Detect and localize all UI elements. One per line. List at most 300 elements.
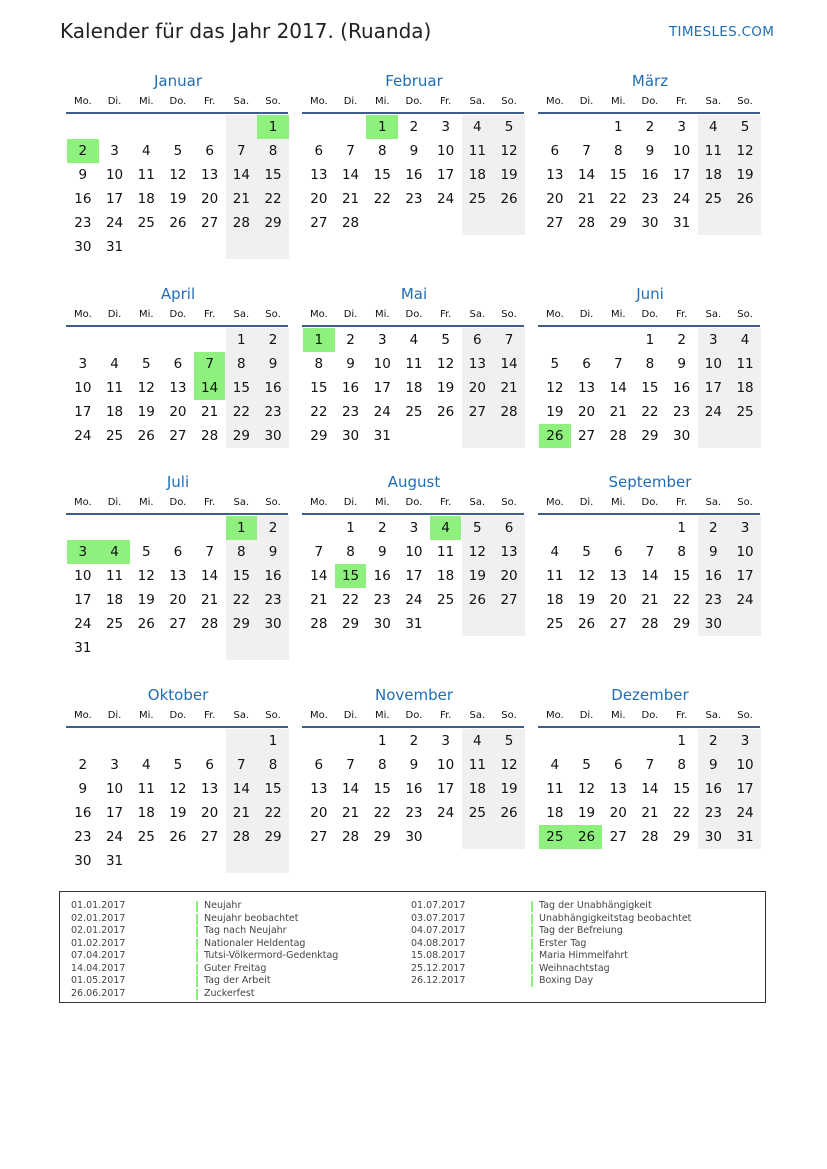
day-cell: 19 bbox=[137, 404, 155, 420]
weekday-label: Fr. bbox=[439, 497, 452, 508]
day-cell: 9 bbox=[698, 753, 730, 777]
day-cell: 9 bbox=[409, 757, 419, 773]
day-cell: 17 bbox=[698, 376, 730, 400]
weekday-label: So. bbox=[501, 497, 517, 508]
weekday-label: Sa. bbox=[705, 497, 722, 508]
day-cell: 5 bbox=[141, 544, 151, 560]
weekday-label: So. bbox=[737, 710, 753, 721]
weekday-label: Mi. bbox=[610, 497, 626, 508]
day-cell: 24 bbox=[729, 588, 761, 612]
weekday-label: Di. bbox=[343, 96, 358, 107]
day-cell: 17 bbox=[729, 564, 761, 588]
weekday-label: So. bbox=[265, 309, 281, 320]
day-cell: 20 bbox=[493, 564, 525, 588]
day-cell: 14 bbox=[341, 167, 360, 183]
day-cell: 20 bbox=[546, 191, 564, 207]
holiday-date: 26.12.2017 bbox=[411, 975, 466, 986]
day-cell: 18 bbox=[137, 191, 155, 207]
day-cell: 7 bbox=[314, 544, 324, 560]
day-cell: 22 bbox=[373, 805, 391, 821]
holiday-name: Erster Tag bbox=[539, 937, 587, 949]
day-cell: 4 bbox=[141, 757, 151, 773]
day-cell: 14 bbox=[341, 781, 360, 797]
day-cell: 3 bbox=[78, 356, 88, 372]
holiday-date: 14.04.2017 bbox=[71, 962, 126, 974]
holiday-legend bbox=[59, 891, 766, 1003]
day-cell: 2 bbox=[257, 328, 289, 352]
empty-weekend-cell bbox=[462, 825, 494, 849]
day-cell: 1 bbox=[226, 328, 258, 352]
weekday-label: Fr. bbox=[675, 96, 688, 107]
day-cell: 30 bbox=[341, 428, 360, 444]
weekday-label: Sa. bbox=[233, 497, 250, 508]
day-cell: 16 bbox=[74, 805, 92, 821]
day-cell: 22 bbox=[641, 404, 659, 420]
day-cell: 21 bbox=[201, 592, 219, 608]
weekday-label: Do. bbox=[405, 309, 423, 320]
day-cell: 16 bbox=[641, 167, 659, 183]
weekday-label: Sa. bbox=[233, 710, 250, 721]
weekday-label: Fr. bbox=[203, 309, 216, 320]
day-cell: 24 bbox=[105, 829, 124, 845]
day-cell: 14 bbox=[201, 568, 219, 584]
day-cell: 31 bbox=[405, 616, 423, 632]
month-name: Oktober bbox=[147, 686, 209, 704]
day-cell: 11 bbox=[462, 753, 494, 777]
weekday-label: So. bbox=[501, 309, 517, 320]
day-cell: 18 bbox=[698, 163, 730, 187]
empty-weekend-cell bbox=[698, 211, 730, 235]
day-cell: 10 bbox=[373, 356, 391, 372]
holiday-marker bbox=[531, 939, 533, 950]
empty-weekend-cell bbox=[493, 825, 525, 849]
day-cell: 8 bbox=[314, 356, 324, 372]
day-cell: 27 bbox=[169, 616, 187, 632]
weekday-label: Mi. bbox=[138, 96, 154, 107]
day-cell: 6 bbox=[314, 757, 324, 773]
day-cell: 23 bbox=[698, 588, 730, 612]
day-cell: 15 bbox=[257, 777, 289, 801]
day-cell: 20 bbox=[310, 805, 328, 821]
holiday-date: 15.08.2017 bbox=[411, 950, 466, 961]
header-rule bbox=[66, 513, 288, 515]
day-cell: 6 bbox=[173, 356, 183, 372]
day-cell: 5 bbox=[173, 757, 183, 773]
day-cell: 7 bbox=[346, 143, 355, 159]
day-cell: 7 bbox=[582, 143, 591, 159]
holiday-name: Neujahr beobachtet bbox=[204, 912, 299, 924]
day-cell: 3 bbox=[677, 119, 686, 135]
day-cell: 28 bbox=[609, 428, 627, 444]
day-cell: 23 bbox=[405, 805, 423, 821]
day-cell: 27 bbox=[493, 588, 525, 612]
weekday-label: Mi. bbox=[374, 497, 390, 508]
day-cell: 29 bbox=[373, 829, 391, 845]
day-cell: 17 bbox=[673, 167, 691, 183]
weekday-label: Mo. bbox=[73, 96, 92, 107]
weekday-label: Mi. bbox=[610, 710, 626, 721]
holiday-marker bbox=[196, 976, 198, 987]
day-cell: 22 bbox=[310, 404, 328, 420]
weekday-label: Fr. bbox=[439, 309, 452, 320]
holiday-name: Unabhängigkeitstag beobachtet bbox=[539, 912, 692, 924]
day-cell: 9 bbox=[78, 781, 88, 797]
day-cell: 10 bbox=[729, 753, 761, 777]
header-rule bbox=[66, 112, 288, 114]
day-cell: 13 bbox=[546, 167, 564, 183]
day-cell: 18 bbox=[137, 805, 155, 821]
holiday-name: Guter Freitag bbox=[204, 962, 267, 974]
day-cell: 28 bbox=[226, 825, 258, 849]
weekday-label: Sa. bbox=[705, 710, 722, 721]
weekday-label: So. bbox=[501, 710, 517, 721]
holiday-name: Tag der Unabhängigkeit bbox=[539, 900, 652, 911]
day-cell: 14 bbox=[226, 777, 258, 801]
site-link[interactable]: TIMESLES.COM bbox=[669, 24, 775, 40]
day-cell: 2 bbox=[409, 733, 419, 749]
day-cell: 21 bbox=[310, 592, 328, 608]
day-cell: 27 bbox=[201, 215, 219, 231]
day-cell: 9 bbox=[698, 540, 730, 564]
day-cell: 21 bbox=[641, 805, 659, 821]
weekday-label: Mi. bbox=[138, 710, 154, 721]
day-cell: 9 bbox=[645, 143, 655, 159]
day-cell: 18 bbox=[462, 777, 494, 801]
holiday-date: 04.08.2017 bbox=[411, 937, 466, 949]
day-cell: 6 bbox=[314, 143, 324, 159]
day-cell: 29 bbox=[341, 616, 360, 632]
empty-weekend-cell bbox=[226, 729, 258, 753]
day-cell: 24 bbox=[405, 592, 423, 608]
day-cell: 2 bbox=[67, 139, 99, 163]
day-cell: 27 bbox=[310, 829, 328, 845]
weekday-label: Fr. bbox=[203, 497, 216, 508]
day-cell: 16 bbox=[698, 564, 730, 588]
day-cell: 15 bbox=[226, 376, 258, 400]
day-cell: 8 bbox=[677, 757, 686, 773]
header-rule bbox=[538, 726, 760, 728]
day-cell: 3 bbox=[698, 328, 730, 352]
day-cell: 19 bbox=[137, 592, 155, 608]
day-cell: 21 bbox=[641, 592, 659, 608]
day-cell: 18 bbox=[546, 805, 564, 821]
day-cell: 20 bbox=[577, 404, 596, 420]
weekday-label: Mi. bbox=[610, 309, 626, 320]
day-cell: 2 bbox=[698, 516, 730, 540]
weekday-label: Fr. bbox=[675, 309, 688, 320]
day-cell: 3 bbox=[729, 729, 761, 753]
day-cell: 2 bbox=[377, 520, 387, 536]
day-cell: 10 bbox=[74, 568, 92, 584]
weekday-label: Di. bbox=[107, 497, 122, 508]
day-cell: 11 bbox=[546, 781, 564, 797]
day-cell: 25 bbox=[539, 825, 571, 849]
weekday-label: Mo. bbox=[73, 309, 92, 320]
day-cell: 28 bbox=[201, 428, 219, 444]
day-cell: 1 bbox=[346, 520, 355, 536]
holiday-marker bbox=[531, 976, 533, 987]
month-name: Mai bbox=[400, 285, 428, 303]
weekday-label: Sa. bbox=[233, 96, 250, 107]
weekday-label: Mo. bbox=[73, 497, 92, 508]
day-cell: 18 bbox=[437, 568, 455, 584]
day-cell: 6 bbox=[613, 544, 623, 560]
day-cell: 16 bbox=[341, 380, 360, 396]
day-cell: 21 bbox=[577, 191, 596, 207]
day-cell: 11 bbox=[546, 568, 564, 584]
day-cell: 29 bbox=[641, 428, 659, 444]
weekday-label: So. bbox=[265, 497, 281, 508]
day-cell: 15 bbox=[226, 564, 258, 588]
empty-weekend-cell bbox=[462, 211, 494, 235]
day-cell: 9 bbox=[346, 356, 355, 372]
weekday-label: So. bbox=[737, 309, 753, 320]
day-cell: 20 bbox=[609, 592, 627, 608]
day-cell: 20 bbox=[169, 404, 187, 420]
day-cell: 5 bbox=[550, 356, 560, 372]
weekday-label: So. bbox=[501, 96, 517, 107]
day-cell: 24 bbox=[74, 616, 92, 632]
day-cell: 30 bbox=[257, 612, 289, 636]
holiday-marker bbox=[196, 951, 198, 962]
weekday-label: So. bbox=[265, 710, 281, 721]
day-cell: 12 bbox=[169, 781, 187, 797]
holiday-name: Nationaler Heldentag bbox=[204, 937, 306, 949]
day-cell: 16 bbox=[698, 777, 730, 801]
holiday-name: Weihnachtstag bbox=[539, 962, 610, 974]
day-cell: 19 bbox=[546, 404, 564, 420]
day-cell: 23 bbox=[257, 588, 289, 612]
day-cell: 15 bbox=[673, 568, 691, 584]
day-cell: 12 bbox=[577, 781, 596, 797]
holiday-name: Tag nach Neujahr bbox=[204, 925, 287, 936]
day-cell: 28 bbox=[577, 215, 596, 231]
day-cell: 28 bbox=[493, 400, 525, 424]
empty-weekend-cell bbox=[729, 424, 761, 448]
day-cell: 26 bbox=[137, 428, 155, 444]
weekday-label: Do. bbox=[405, 96, 423, 107]
holiday-marker bbox=[531, 964, 533, 975]
day-cell: 13 bbox=[310, 167, 328, 183]
holiday-name: Tag der Befreiung bbox=[539, 925, 623, 936]
day-cell: 28 bbox=[341, 215, 360, 231]
day-cell: 11 bbox=[137, 781, 155, 797]
day-cell: 10 bbox=[105, 167, 124, 183]
day-cell: 22 bbox=[341, 592, 360, 608]
day-cell: 22 bbox=[226, 588, 258, 612]
weekday-label: Di. bbox=[579, 96, 594, 107]
weekday-label: Fr. bbox=[675, 497, 688, 508]
header-rule bbox=[66, 726, 288, 728]
empty-weekend-cell bbox=[226, 115, 258, 139]
empty-weekend-cell bbox=[729, 612, 761, 636]
day-cell: 13 bbox=[577, 380, 596, 396]
weekday-label: Do. bbox=[169, 710, 187, 721]
day-cell: 30 bbox=[405, 829, 423, 845]
day-cell: 24 bbox=[105, 215, 124, 231]
day-cell: 21 bbox=[341, 805, 360, 821]
day-cell: 10 bbox=[74, 380, 92, 396]
day-cell: 23 bbox=[698, 801, 730, 825]
day-cell: 4 bbox=[729, 328, 761, 352]
day-cell: 24 bbox=[373, 404, 391, 420]
day-cell: 27 bbox=[577, 428, 596, 444]
weekday-label: So. bbox=[737, 96, 753, 107]
day-cell: 27 bbox=[310, 215, 328, 231]
day-cell: 14 bbox=[577, 167, 596, 183]
weekday-label: Do. bbox=[169, 497, 187, 508]
weekday-label: Di. bbox=[343, 497, 358, 508]
day-cell: 23 bbox=[641, 191, 659, 207]
weekday-label: Do. bbox=[169, 309, 187, 320]
page-title: Kalender für das Jahr 2017. (Ruanda) bbox=[60, 19, 432, 43]
holiday-date: 25.12.2017 bbox=[411, 962, 466, 974]
day-cell: 19 bbox=[493, 777, 525, 801]
day-cell: 25 bbox=[729, 400, 761, 424]
day-cell: 28 bbox=[641, 616, 659, 632]
day-cell: 19 bbox=[577, 805, 596, 821]
day-cell: 9 bbox=[377, 544, 387, 560]
day-cell: 1 bbox=[257, 729, 289, 753]
day-cell: 15 bbox=[673, 781, 691, 797]
day-cell: 12 bbox=[437, 356, 455, 372]
day-cell: 1 bbox=[257, 115, 289, 139]
weekday-label: Mi. bbox=[374, 710, 390, 721]
day-cell: 2 bbox=[677, 332, 686, 348]
month-name: Februar bbox=[385, 72, 443, 90]
weekday-label: Fr. bbox=[439, 96, 452, 107]
day-cell: 3 bbox=[67, 540, 99, 564]
weekday-label: Di. bbox=[107, 96, 122, 107]
holiday-marker bbox=[196, 989, 198, 1000]
weekday-label: Mo. bbox=[309, 497, 328, 508]
day-cell: 18 bbox=[105, 404, 124, 420]
day-cell: 29 bbox=[257, 211, 289, 235]
day-cell: 17 bbox=[373, 380, 391, 396]
day-cell: 8 bbox=[377, 757, 387, 773]
day-cell: 29 bbox=[609, 215, 627, 231]
day-cell: 11 bbox=[105, 568, 124, 584]
day-cell: 19 bbox=[169, 805, 187, 821]
day-cell: 2 bbox=[78, 757, 88, 773]
day-cell: 3 bbox=[409, 520, 419, 536]
day-cell: 13 bbox=[169, 568, 187, 584]
day-cell: 19 bbox=[729, 163, 761, 187]
day-cell: 11 bbox=[729, 352, 761, 376]
day-cell: 25 bbox=[698, 187, 730, 211]
day-cell: 14 bbox=[226, 163, 258, 187]
header-rule bbox=[302, 726, 524, 728]
holiday-marker bbox=[196, 926, 198, 937]
weekday-label: So. bbox=[737, 497, 753, 508]
day-cell: 16 bbox=[405, 781, 423, 797]
weekday-label: Sa. bbox=[469, 710, 486, 721]
day-cell: 17 bbox=[74, 592, 92, 608]
header-rule bbox=[66, 325, 288, 327]
header-rule bbox=[302, 112, 524, 114]
day-cell: 1 bbox=[645, 332, 655, 348]
day-cell: 4 bbox=[550, 544, 560, 560]
day-cell: 23 bbox=[405, 191, 423, 207]
day-cell: 8 bbox=[613, 143, 623, 159]
empty-weekend-cell bbox=[257, 636, 289, 660]
day-cell: 15 bbox=[257, 163, 289, 187]
weekday-header bbox=[539, 309, 761, 323]
day-cell: 12 bbox=[493, 753, 525, 777]
day-cell: 10 bbox=[729, 540, 761, 564]
day-cell: 12 bbox=[493, 139, 525, 163]
day-cell: 25 bbox=[462, 187, 494, 211]
day-cell: 17 bbox=[405, 568, 423, 584]
day-cell: 30 bbox=[673, 428, 691, 444]
day-cell: 6 bbox=[550, 143, 560, 159]
day-cell: 30 bbox=[641, 215, 659, 231]
day-cell: 19 bbox=[437, 380, 455, 396]
day-cell: 20 bbox=[201, 191, 219, 207]
day-cell: 18 bbox=[105, 592, 124, 608]
day-cell: 14 bbox=[641, 781, 659, 797]
day-cell: 1 bbox=[677, 520, 686, 536]
holiday-marker bbox=[196, 901, 198, 912]
empty-weekend-cell bbox=[462, 424, 494, 448]
day-cell: 10 bbox=[105, 781, 124, 797]
day-cell: 13 bbox=[169, 380, 187, 396]
day-cell: 5 bbox=[582, 757, 591, 773]
weekday-label: Sa. bbox=[233, 309, 250, 320]
day-cell: 7 bbox=[645, 544, 655, 560]
day-cell: 22 bbox=[257, 187, 289, 211]
day-cell: 26 bbox=[493, 187, 525, 211]
weekday-label: Sa. bbox=[469, 96, 486, 107]
day-cell: 29 bbox=[226, 424, 258, 448]
day-cell: 3 bbox=[110, 757, 119, 773]
day-cell: 14 bbox=[493, 352, 525, 376]
day-cell: 9 bbox=[78, 167, 88, 183]
day-cell: 10 bbox=[698, 352, 730, 376]
day-cell: 23 bbox=[341, 404, 360, 420]
weekday-label: Sa. bbox=[705, 96, 722, 107]
day-cell: 12 bbox=[546, 380, 564, 396]
day-cell: 16 bbox=[257, 564, 289, 588]
day-cell: 5 bbox=[582, 544, 591, 560]
day-cell: 4 bbox=[110, 356, 119, 372]
holiday-date: 02.01.2017 bbox=[71, 912, 126, 924]
weekday-header bbox=[303, 309, 525, 323]
day-cell: 7 bbox=[226, 139, 258, 163]
day-cell: 16 bbox=[74, 191, 92, 207]
day-cell: 14 bbox=[194, 376, 226, 400]
day-cell: 13 bbox=[201, 781, 219, 797]
day-cell: 22 bbox=[673, 805, 691, 821]
day-cell: 31 bbox=[105, 239, 124, 255]
day-cell: 31 bbox=[729, 825, 761, 849]
day-cell: 6 bbox=[493, 516, 525, 540]
day-cell: 26 bbox=[137, 616, 155, 632]
empty-weekend-cell bbox=[257, 849, 289, 873]
day-cell: 20 bbox=[169, 592, 187, 608]
day-cell: 28 bbox=[201, 616, 219, 632]
day-cell: 18 bbox=[729, 376, 761, 400]
day-cell: 12 bbox=[137, 380, 155, 396]
weekday-label: Mo. bbox=[73, 710, 92, 721]
holiday-marker bbox=[531, 901, 533, 912]
day-cell: 11 bbox=[137, 167, 155, 183]
day-cell: 4 bbox=[409, 332, 419, 348]
day-cell: 11 bbox=[405, 356, 423, 372]
day-cell: 4 bbox=[550, 757, 560, 773]
day-cell: 15 bbox=[310, 380, 328, 396]
day-cell: 29 bbox=[310, 428, 328, 444]
